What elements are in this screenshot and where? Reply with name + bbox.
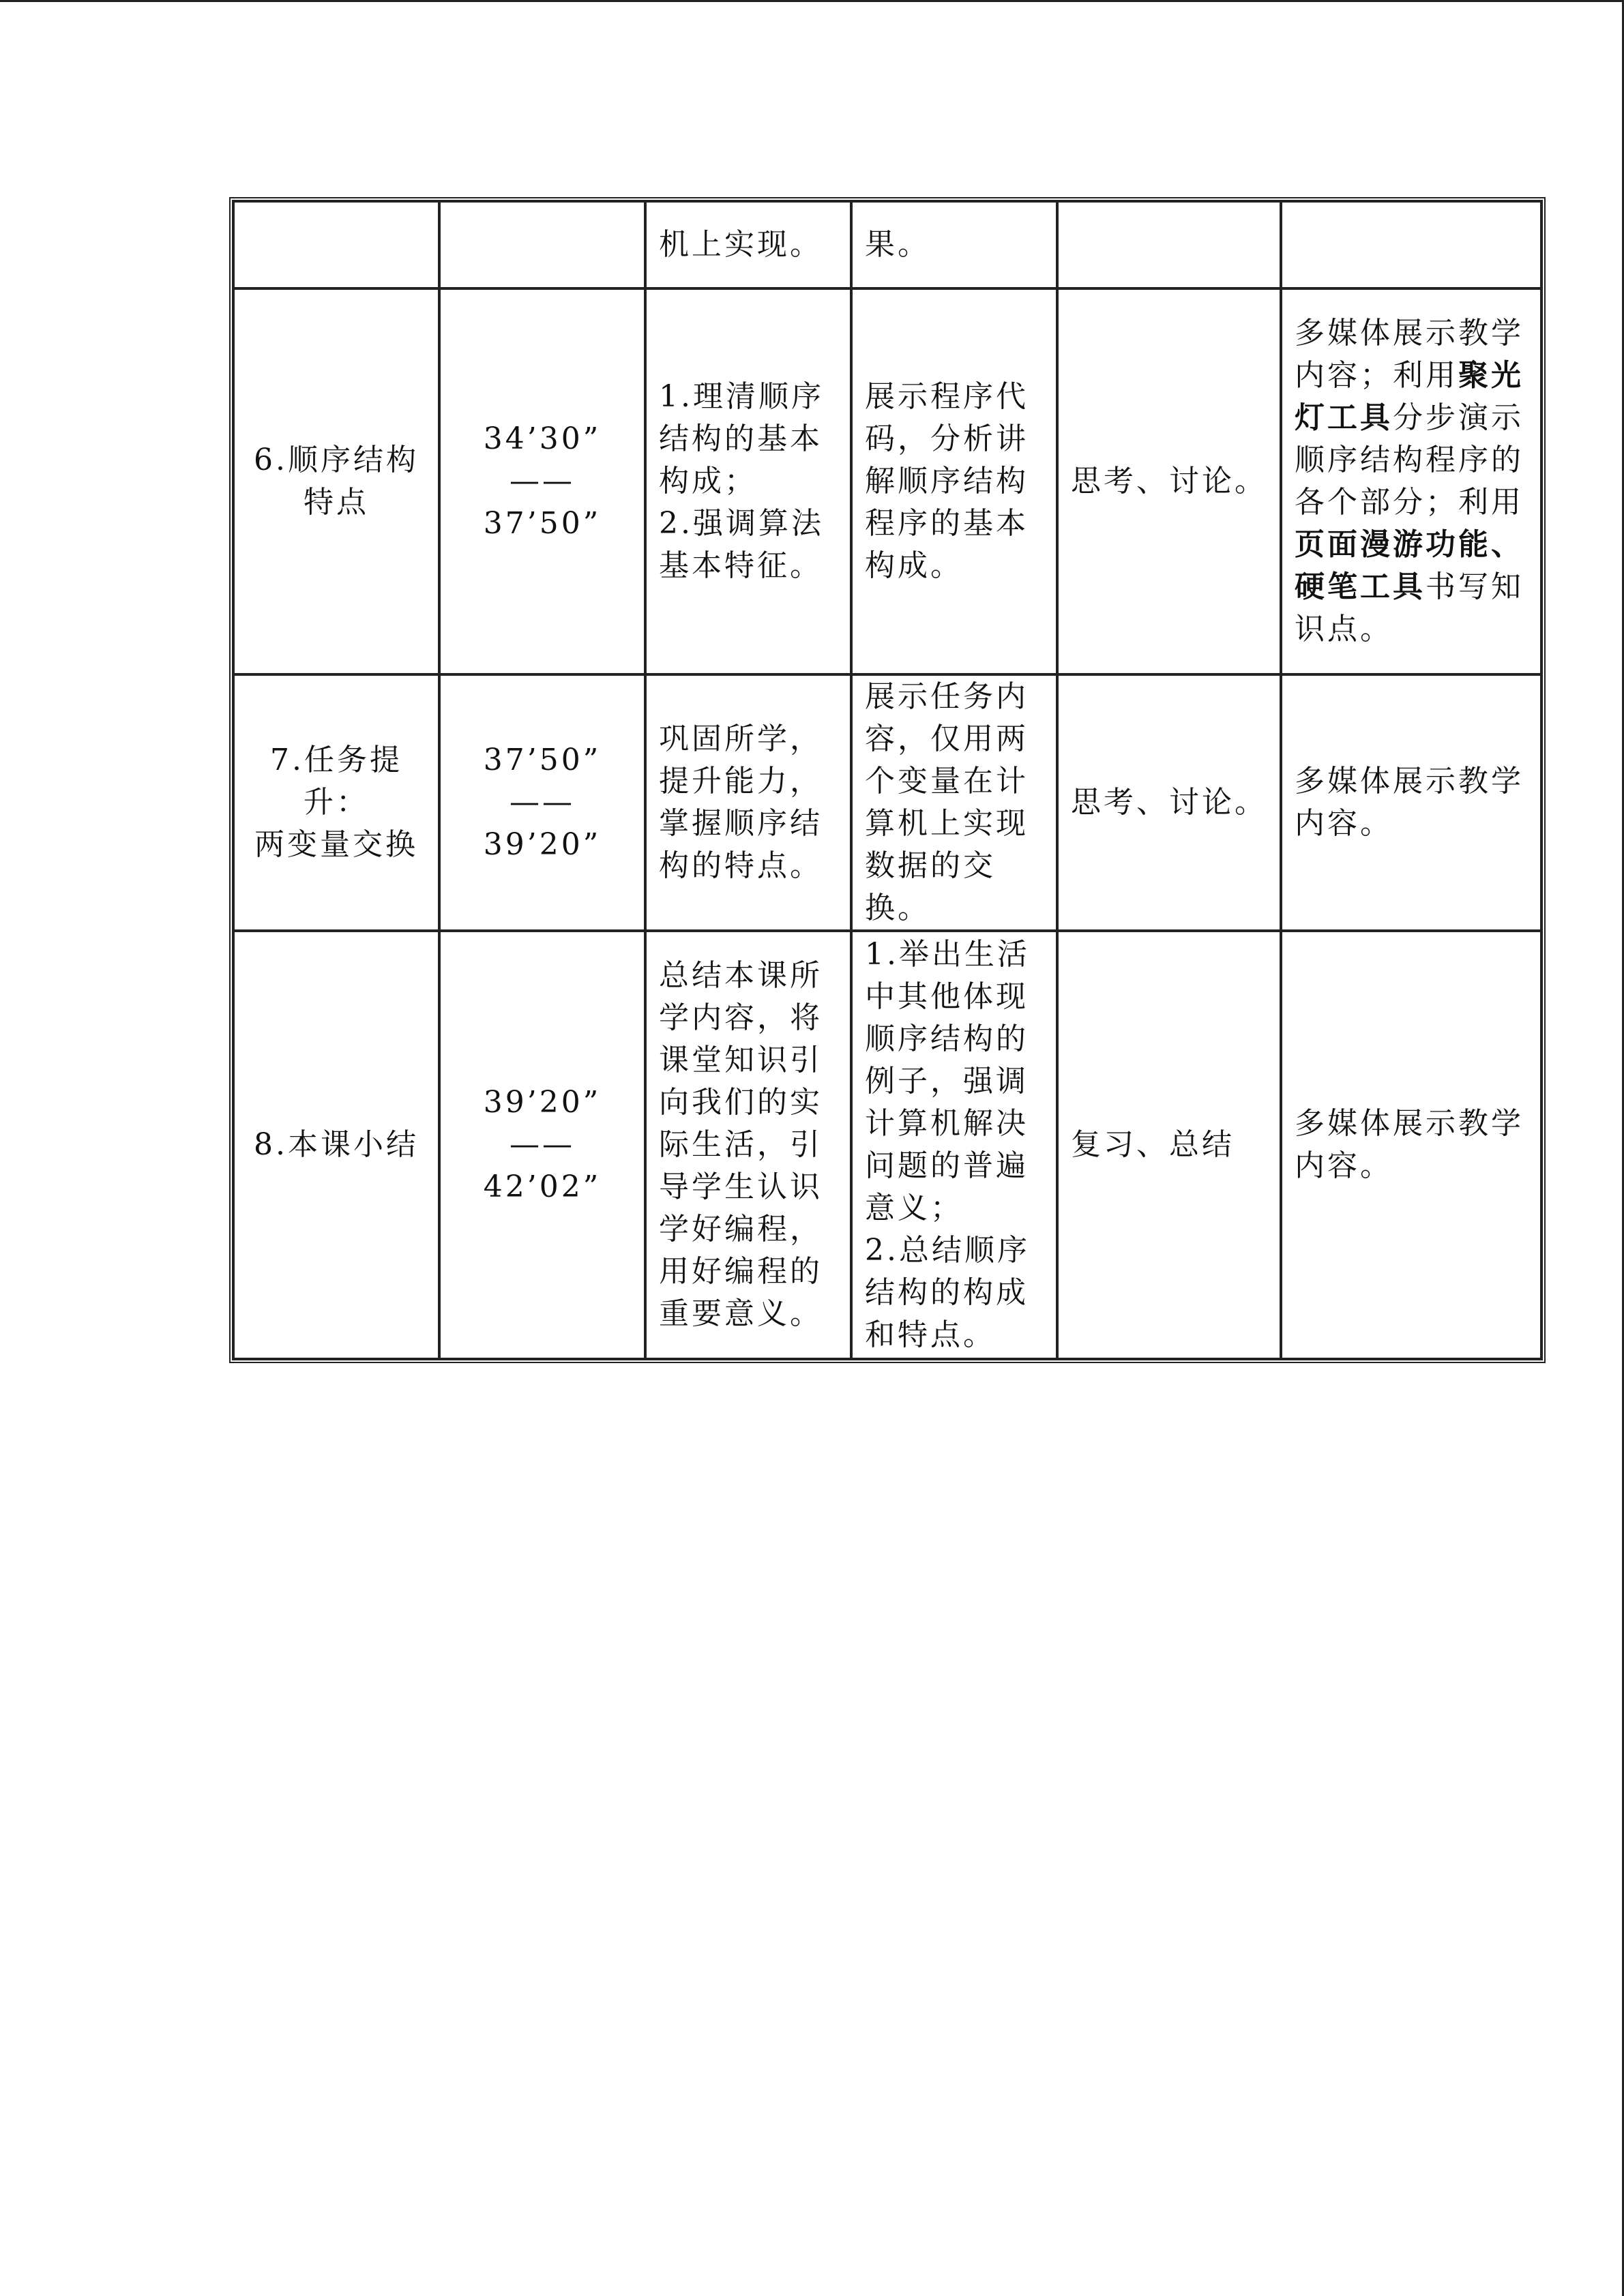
goal-cell: 机上实现。 bbox=[645, 201, 851, 288]
teacher-cell: 展示任务内容，仅用两个变量在计算机上实现数据的交换。 bbox=[851, 674, 1057, 931]
time-cell: 39’20” —— 42’02” bbox=[439, 931, 645, 1359]
table-row bbox=[233, 931, 1541, 1359]
goal-cell: 巩固所学，提升能力，掌握顺序结构的特点。 bbox=[645, 674, 851, 931]
time-cell: 37’50” —— 39’20” bbox=[439, 674, 645, 931]
lesson-plan-table bbox=[229, 197, 1546, 1363]
student-cell bbox=[1057, 201, 1281, 288]
tech-part: 多媒体展示教学内容。 bbox=[1295, 1106, 1524, 1183]
goal-cell: 1.理清顺序结构的基本构成； 2.强调算法基本特征。 bbox=[645, 288, 851, 674]
tech-cell bbox=[1281, 288, 1541, 674]
tech-cell bbox=[1281, 201, 1541, 288]
tech-part: 多媒体展示教学内容；利用 bbox=[1295, 316, 1524, 393]
student-cell: 思考、讨论。 bbox=[1057, 674, 1281, 931]
tech-cell bbox=[1281, 674, 1541, 931]
table-row bbox=[233, 201, 1541, 288]
tech-part: 多媒体展示教学内容。 bbox=[1295, 764, 1524, 841]
table-row bbox=[233, 288, 1541, 674]
student-cell: 思考、讨论。 bbox=[1057, 288, 1281, 674]
table-row bbox=[233, 674, 1541, 931]
tech-part-bold: 聚光灯工具 bbox=[1295, 358, 1524, 435]
step-cell bbox=[233, 201, 439, 288]
tech-part: 书写知识点。 bbox=[1295, 569, 1524, 646]
time-cell: 34’30” —— 37’50” bbox=[439, 288, 645, 674]
time-cell bbox=[439, 201, 645, 288]
tech-cell bbox=[1281, 931, 1541, 1359]
tech-part: 分步演示顺序结构程序的各个部分；利用 bbox=[1295, 400, 1524, 520]
teacher-cell: 1.举出生活中其他体现顺序结构的例子，强调计算机解决问题的普遍意义； 2.总结顺序结构的构成和特点。 bbox=[851, 931, 1057, 1359]
goal-cell: 总结本课所学内容，将课堂知识引向我们的实际生活，引导学生认识学好编程，用好编程的重要意义。 bbox=[645, 931, 851, 1359]
step-cell: 7.任务提 升： 两变量交换 bbox=[233, 674, 439, 931]
step-cell: 8.本课小结 bbox=[233, 931, 439, 1359]
tech-part-bold: 页面漫游功能、硬笔工具 bbox=[1295, 527, 1524, 604]
student-cell: 复习、总结 bbox=[1057, 931, 1281, 1359]
step-cell: 6.顺序结构 特点 bbox=[233, 288, 439, 674]
teacher-cell: 果。 bbox=[851, 201, 1057, 288]
teacher-cell: 展示程序代码，分析讲解顺序结构程序的基本构成。 bbox=[851, 288, 1057, 674]
